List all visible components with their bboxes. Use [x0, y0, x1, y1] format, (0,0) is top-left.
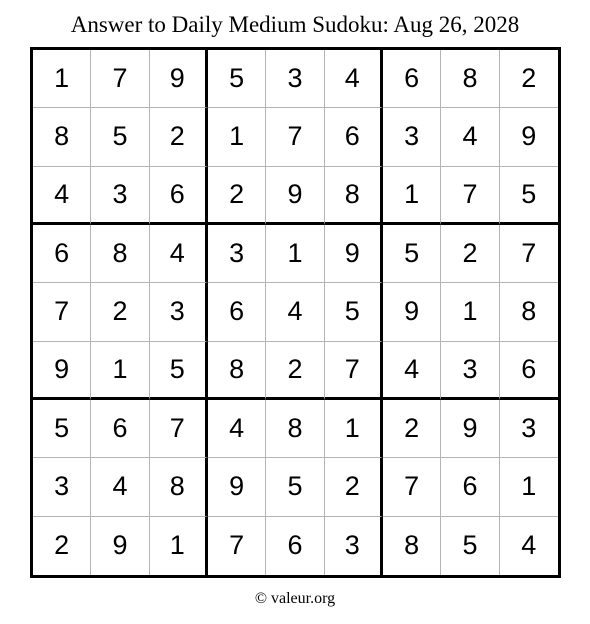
sudoku-cell: 6 [266, 517, 324, 575]
sudoku-cell: 7 [33, 283, 91, 341]
sudoku-cell: 8 [33, 108, 91, 166]
sudoku-cell: 2 [500, 50, 558, 108]
sudoku-cell: 9 [441, 400, 499, 458]
sudoku-cell: 1 [91, 342, 149, 400]
sudoku-cell: 1 [383, 167, 441, 225]
sudoku-cell: 9 [500, 108, 558, 166]
sudoku-cell: 6 [150, 167, 208, 225]
sudoku-cell: 7 [325, 342, 383, 400]
sudoku-cell: 8 [441, 50, 499, 108]
sudoku-cell: 1 [441, 283, 499, 341]
sudoku-cell: 5 [33, 400, 91, 458]
sudoku-cell: 4 [441, 108, 499, 166]
sudoku-cell: 9 [266, 167, 324, 225]
sudoku-cell: 8 [266, 400, 324, 458]
sudoku-cell: 5 [266, 458, 324, 516]
sudoku-cell: 6 [383, 50, 441, 108]
sudoku-cell: 7 [150, 400, 208, 458]
sudoku-cell: 9 [33, 342, 91, 400]
sudoku-cell: 8 [325, 167, 383, 225]
sudoku-cell: 8 [500, 283, 558, 341]
sudoku-cell: 3 [91, 167, 149, 225]
sudoku-cell: 5 [325, 283, 383, 341]
sudoku-cell: 8 [208, 342, 266, 400]
sudoku-cell: 1 [33, 50, 91, 108]
sudoku-cell: 4 [150, 225, 208, 283]
sudoku-cell: 9 [208, 458, 266, 516]
sudoku-cell: 2 [33, 517, 91, 575]
sudoku-cell: 2 [266, 342, 324, 400]
sudoku-cell: 2 [441, 225, 499, 283]
sudoku-cell: 3 [441, 342, 499, 400]
sudoku-cell: 9 [325, 225, 383, 283]
sudoku-cell: 4 [266, 283, 324, 341]
sudoku-cell: 3 [150, 283, 208, 341]
sudoku-cell: 6 [33, 225, 91, 283]
sudoku-cell: 6 [325, 108, 383, 166]
sudoku-cell: 6 [91, 400, 149, 458]
sudoku-cell: 7 [383, 458, 441, 516]
sudoku-cell: 4 [325, 50, 383, 108]
sudoku-cell: 2 [150, 108, 208, 166]
sudoku-cell: 9 [150, 50, 208, 108]
sudoku-cell: 7 [208, 517, 266, 575]
sudoku-cell: 8 [91, 225, 149, 283]
sudoku-cell: 5 [383, 225, 441, 283]
sudoku-cell: 2 [383, 400, 441, 458]
sudoku-cell: 5 [208, 50, 266, 108]
sudoku-cell: 4 [208, 400, 266, 458]
sudoku-cell: 7 [441, 167, 499, 225]
sudoku-cell: 5 [441, 517, 499, 575]
page-title: Answer to Daily Medium Sudoku: Aug 26, 2028 [70, 12, 520, 37]
sudoku-cell: 3 [500, 400, 558, 458]
sudoku-cell: 2 [91, 283, 149, 341]
sudoku-cell: 4 [91, 458, 149, 516]
sudoku-cell: 2 [208, 167, 266, 225]
sudoku-cell: 7 [266, 108, 324, 166]
sudoku-cell: 8 [150, 458, 208, 516]
sudoku-cell: 5 [91, 108, 149, 166]
sudoku-cell: 3 [208, 225, 266, 283]
sudoku-cell: 3 [266, 50, 324, 108]
sudoku-board [30, 47, 561, 578]
sudoku-cell: 1 [266, 225, 324, 283]
sudoku-cell: 9 [91, 517, 149, 575]
sudoku-cell: 4 [33, 167, 91, 225]
sudoku-cell: 2 [325, 458, 383, 516]
sudoku-cell: 1 [500, 458, 558, 516]
sudoku-cell: 6 [208, 283, 266, 341]
sudoku-cell: 3 [33, 458, 91, 516]
sudoku-cell: 1 [208, 108, 266, 166]
sudoku-cell: 1 [325, 400, 383, 458]
sudoku-cell: 1 [150, 517, 208, 575]
sudoku-cell: 4 [383, 342, 441, 400]
sudoku-cell: 4 [521, 530, 537, 561]
sudoku-cell: 6 [500, 342, 558, 400]
sudoku-cell: 3 [383, 108, 441, 166]
copyright-footer: © valeur.org [254, 590, 336, 607]
sudoku-cell: 5 [500, 167, 558, 225]
sudoku-cell: 7 [500, 225, 558, 283]
sudoku-cell: 8 [383, 517, 441, 575]
sudoku-cell: 6 [441, 458, 499, 516]
sudoku-cell: 3 [325, 517, 383, 575]
sudoku-cell: 7 [91, 50, 149, 108]
sudoku-cell: 5 [150, 342, 208, 400]
sudoku-cell: 9 [383, 283, 441, 341]
